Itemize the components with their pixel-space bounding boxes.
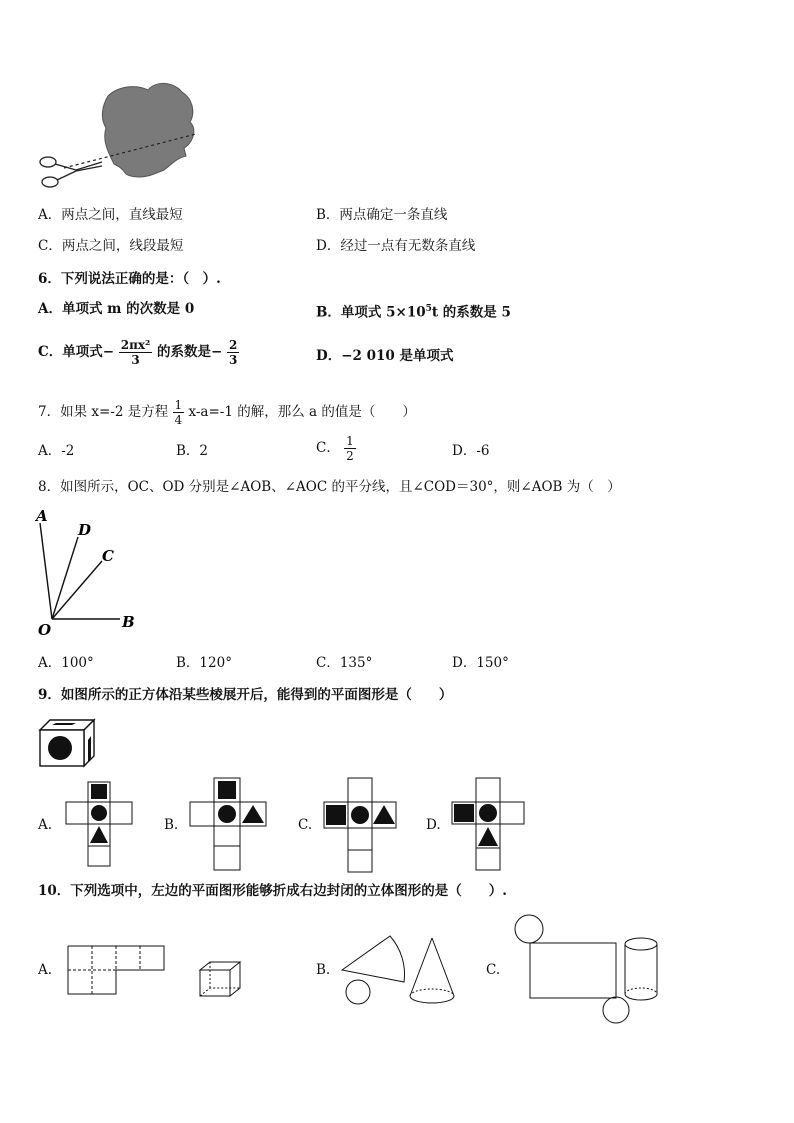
- q8-option-a: A．100°: [38, 655, 94, 671]
- label-o: O: [38, 621, 52, 639]
- q8-option-b: B．120°: [176, 655, 232, 671]
- q10-option-b: B.: [316, 962, 331, 978]
- label-a: A: [36, 507, 48, 525]
- q6-stem: 6．下列说法正确的是：（ ）.: [38, 271, 221, 287]
- q7-stem: 7．如果 x=-2 是方程 $\frac{1}{4}$ x-a=-1 的解，那么 a 的值是（ ）: [38, 398, 416, 427]
- q7-option-b: B．2: [176, 443, 209, 459]
- q6-option-c: C．单项式− $\frac{\text{2πx²}}{3}$ 的系数是− $\frac{2}{3}$: [38, 338, 238, 367]
- sector-circle-b: [338, 930, 410, 1008]
- q10-option-c: C.: [486, 962, 501, 978]
- cube-figure: [38, 718, 96, 768]
- q7-c-fraction: $\frac{1}{2}$: [346, 434, 354, 463]
- q7-option-a: A．-2: [38, 443, 75, 459]
- q7-fraction: $\frac{1}{4}$: [174, 398, 183, 427]
- q10-stem: 10．下列选项中，左边的平面图形能够折成右边封闭的立体图形的是（ ）.: [38, 883, 507, 899]
- cylinder-c: [622, 934, 660, 1004]
- q7-option-d: D．-6: [452, 443, 490, 459]
- leaf-shape: [102, 83, 193, 177]
- q9-option-b: B.: [164, 817, 179, 833]
- net-b: [188, 776, 276, 872]
- q9-option-c: C.: [298, 817, 313, 833]
- q8-option-d: D．150°: [452, 655, 509, 671]
- q9-stem: 9．如图所示的正方体沿某些棱展开后，能得到的平面图形是（ ）: [38, 687, 453, 703]
- q5-option-b: B．两点确定一条直线: [316, 207, 448, 223]
- q6-option-a: A．单项式 m 的次数是 0: [38, 301, 195, 317]
- q8-stem: 8．如图所示，OC、OD 分别是∠AOB、∠AOC 的平分线，且∠COD＝30°，则∠AOB 为（ ）: [38, 479, 621, 495]
- q10-option-a: A.: [38, 962, 53, 978]
- q5-option-d: D．经过一点有无数条直线: [316, 238, 476, 254]
- net-a: [62, 780, 150, 868]
- q5-option-a: A．两点之间，直线最短: [38, 207, 183, 223]
- ray-od: [52, 537, 78, 619]
- q8-option-c: C．135°: [316, 655, 373, 671]
- label-c: C: [102, 547, 114, 565]
- ray-oa: [40, 523, 52, 619]
- q6-c-fraction2: $\frac{2}{3}$: [229, 338, 238, 367]
- q9-option-a: A.: [38, 817, 53, 833]
- q7-option-c: C． $\frac{1}{2}$: [316, 434, 354, 463]
- scissors-icon: [40, 157, 102, 187]
- cylinder-net-c: [512, 912, 624, 1024]
- q5-option-c: C．两点之间，线段最短: [38, 238, 184, 254]
- q6-option-b: B．单项式 $5\times 10^5t$ 的系数是 5: [316, 304, 511, 321]
- net-d: [450, 776, 530, 872]
- angle-figure: [30, 505, 150, 640]
- cuboid-a: [198, 960, 244, 998]
- leaf-scissors-figure: [36, 78, 206, 198]
- q6-c-fraction: $\frac{\text{2πx²}}{3}$: [120, 338, 151, 367]
- cone-b: [406, 936, 458, 1008]
- label-b: B: [122, 613, 135, 631]
- net-box-a: [66, 944, 168, 996]
- q9-option-d: D.: [426, 817, 441, 833]
- label-d: D: [78, 521, 92, 539]
- q6-option-d: D．−2 010 是单项式: [316, 348, 454, 364]
- net-c: [322, 776, 404, 874]
- ray-oc: [52, 561, 102, 619]
